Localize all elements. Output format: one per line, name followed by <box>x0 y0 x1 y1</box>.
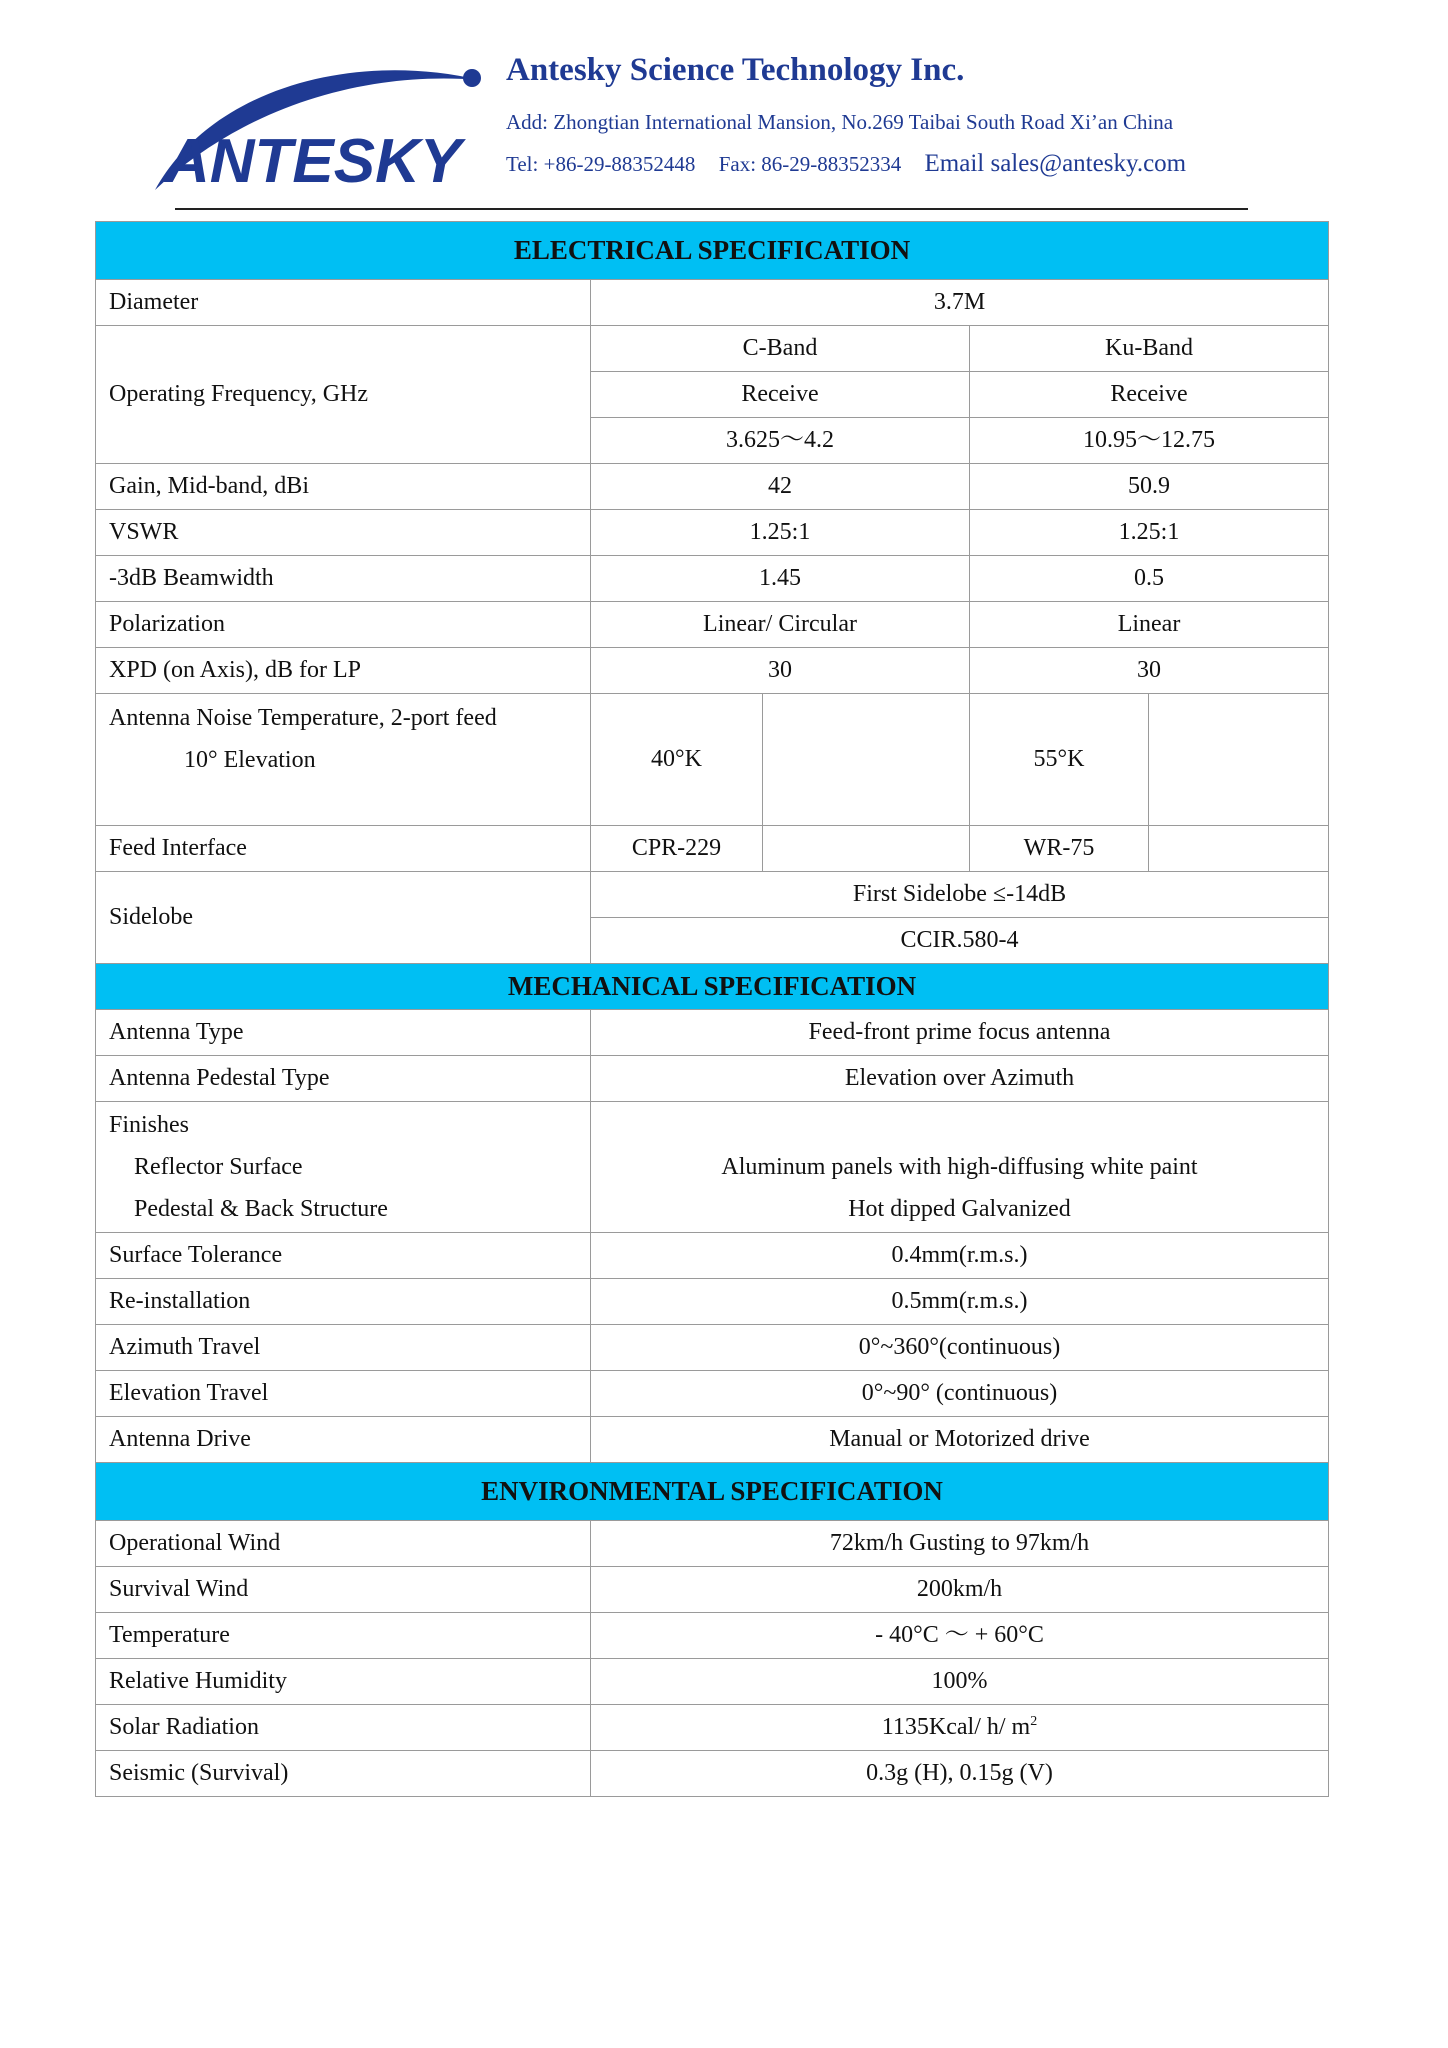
reflector-label: Reflector Surface <box>134 1154 303 1180</box>
drive-value: Manual or Motorized drive <box>591 1417 1329 1463</box>
noise-label: Antenna Noise Temperature, 2-port feed <box>109 704 497 731</box>
c-band-header: C-Band <box>591 326 970 372</box>
azimuth-value: 0°~360°(continuous) <box>591 1325 1329 1371</box>
sidelobe-first: First Sidelobe ≤-14dB <box>591 872 1329 918</box>
section-row-environmental <box>96 1463 1329 1521</box>
noise-c: 40°K <box>591 694 763 826</box>
elevation-label: Elevation Travel <box>96 1371 591 1417</box>
table-row <box>96 1102 1329 1233</box>
table-row <box>96 1705 1329 1751</box>
table-row <box>96 826 1329 872</box>
logo-text: ANTESKY <box>165 127 462 196</box>
gain-ku: 50.9 <box>970 464 1329 510</box>
xpd-label: XPD (on Axis), dB for LP <box>96 648 591 694</box>
humidity-value: 100% <box>591 1659 1329 1705</box>
antenna-type-label: Antenna Type <box>96 1010 591 1056</box>
table-row <box>96 556 1329 602</box>
spec-table <box>95 221 1329 1797</box>
feed-label: Feed Interface <box>96 826 591 872</box>
finishes-label-cell <box>96 1102 591 1233</box>
table-row <box>96 1751 1329 1797</box>
solar-value-cell <box>591 1705 1329 1751</box>
finishes-label: Finishes <box>109 1112 190 1138</box>
feed-c-empty <box>763 826 970 872</box>
polarization-c: Linear/ Circular <box>591 602 970 648</box>
pedestal-finish-label: Pedestal & Back Structure <box>134 1196 388 1222</box>
gain-label: Gain, Mid-band, dBi <box>96 464 591 510</box>
table-row <box>96 1613 1329 1659</box>
survival-wind-value: 200km/h <box>591 1567 1329 1613</box>
antenna-type-value: Feed-front prime focus antenna <box>591 1010 1329 1056</box>
table-row <box>96 1659 1329 1705</box>
noise-ku: 55°K <box>970 694 1149 826</box>
operational-wind-label: Operational Wind <box>96 1521 591 1567</box>
table-row <box>96 1010 1329 1056</box>
table-row <box>96 602 1329 648</box>
diameter-value: 3.7M <box>591 280 1329 326</box>
vswr-label: VSWR <box>96 510 591 556</box>
table-row <box>96 1521 1329 1567</box>
humidity-label: Relative Humidity <box>96 1659 591 1705</box>
table-row <box>96 510 1329 556</box>
polarization-label: Polarization <box>96 602 591 648</box>
noise-sublabel: 10° Elevation <box>184 746 316 773</box>
table-row <box>96 872 1329 918</box>
table-row <box>96 464 1329 510</box>
gain-c: 42 <box>591 464 970 510</box>
fax: Fax: 86-29-88352334 <box>718 152 902 176</box>
temperature-value: - 40°C ～ + 60°C <box>591 1613 1329 1659</box>
section-row-electrical <box>96 222 1329 280</box>
noise-c-empty <box>763 694 970 826</box>
noise-ku-empty <box>1149 694 1329 826</box>
table-row <box>96 1233 1329 1279</box>
email-link[interactable]: Email sales@antesky.com <box>924 150 1187 177</box>
reinstallation-value: 0.5mm(r.m.s.) <box>591 1279 1329 1325</box>
contact-line <box>506 150 1186 178</box>
ku-band-range: 10.95～12.75 <box>970 418 1329 464</box>
pedestal-type-value: Elevation over Azimuth <box>591 1056 1329 1102</box>
letterhead <box>0 0 1448 220</box>
ku-band-mode: Receive <box>970 372 1329 418</box>
reinstallation-label: Re-installation <box>96 1279 591 1325</box>
diameter-label: Diameter <box>96 280 591 326</box>
sidelobe-standard: CCIR.580-4 <box>591 918 1329 964</box>
temperature-label: Temperature <box>96 1613 591 1659</box>
pedestal-finish-value: Hot dipped Galvanized <box>848 1196 1071 1222</box>
section-row-mechanical <box>96 964 1329 1010</box>
solar-exponent: 2 <box>1030 1714 1038 1730</box>
sidelobe-label: Sidelobe <box>96 872 591 964</box>
beamwidth-ku: 0.5 <box>970 556 1329 602</box>
mechanical-section-title: MECHANICAL SPECIFICATION <box>96 964 1329 1010</box>
environmental-section-title: ENVIRONMENTAL SPECIFICATION <box>96 1463 1329 1521</box>
azimuth-label: Azimuth Travel <box>96 1325 591 1371</box>
ku-band-header: Ku-Band <box>970 326 1329 372</box>
table-row <box>96 1371 1329 1417</box>
table-row <box>96 280 1329 326</box>
table-row <box>96 694 1329 826</box>
table-row <box>96 648 1329 694</box>
reflector-value: Aluminum panels with high-diffusing white paint <box>721 1154 1198 1180</box>
drive-label: Antenna Drive <box>96 1417 591 1463</box>
antesky-logo <box>150 50 490 210</box>
seismic-value: 0.3g (H), 0.15g (V) <box>591 1751 1329 1797</box>
c-band-mode: Receive <box>591 372 970 418</box>
vswr-c: 1.25:1 <box>591 510 970 556</box>
noise-label-cell <box>96 694 591 826</box>
xpd-ku: 30 <box>970 648 1329 694</box>
surface-tolerance-label: Surface Tolerance <box>96 1233 591 1279</box>
table-row <box>96 1567 1329 1613</box>
feed-ku-empty <box>1149 826 1329 872</box>
header-divider <box>175 208 1248 210</box>
electrical-section-title: ELECTRICAL SPECIFICATION <box>96 222 1329 280</box>
xpd-c: 30 <box>591 648 970 694</box>
company-name: Antesky Science Technology Inc. <box>506 52 965 88</box>
table-row <box>96 1279 1329 1325</box>
operational-wind-value: 72km/h Gusting to 97km/h <box>591 1521 1329 1567</box>
table-row <box>96 1325 1329 1371</box>
frequency-label: Operating Frequency, GHz <box>96 326 591 464</box>
solar-label: Solar Radiation <box>96 1705 591 1751</box>
polarization-ku: Linear <box>970 602 1329 648</box>
table-row <box>96 326 1329 372</box>
solar-value: 1135Kcal/ h/ m <box>881 1714 1031 1741</box>
vswr-ku: 1.25:1 <box>970 510 1329 556</box>
elevation-value: 0°~90° (continuous) <box>591 1371 1329 1417</box>
beamwidth-c: 1.45 <box>591 556 970 602</box>
pedestal-type-label: Antenna Pedestal Type <box>96 1056 591 1102</box>
surface-tolerance-value: 0.4mm(r.m.s.) <box>591 1233 1329 1279</box>
telephone: Tel: +86-29-88352448 <box>506 152 696 176</box>
feed-ku: WR-75 <box>970 826 1149 872</box>
c-band-range: 3.625～4.2 <box>591 418 970 464</box>
survival-wind-label: Survival Wind <box>96 1567 591 1613</box>
beamwidth-label: -3dB Beamwidth <box>96 556 591 602</box>
table-row <box>96 1056 1329 1102</box>
company-address: Add: Zhongtian International Mansion, No.269 Taibai South Road Xi’an China <box>506 110 1174 134</box>
finishes-value-cell <box>591 1102 1329 1233</box>
feed-c: CPR-229 <box>591 826 763 872</box>
table-row <box>96 1417 1329 1463</box>
seismic-label: Seismic (Survival) <box>96 1751 591 1797</box>
